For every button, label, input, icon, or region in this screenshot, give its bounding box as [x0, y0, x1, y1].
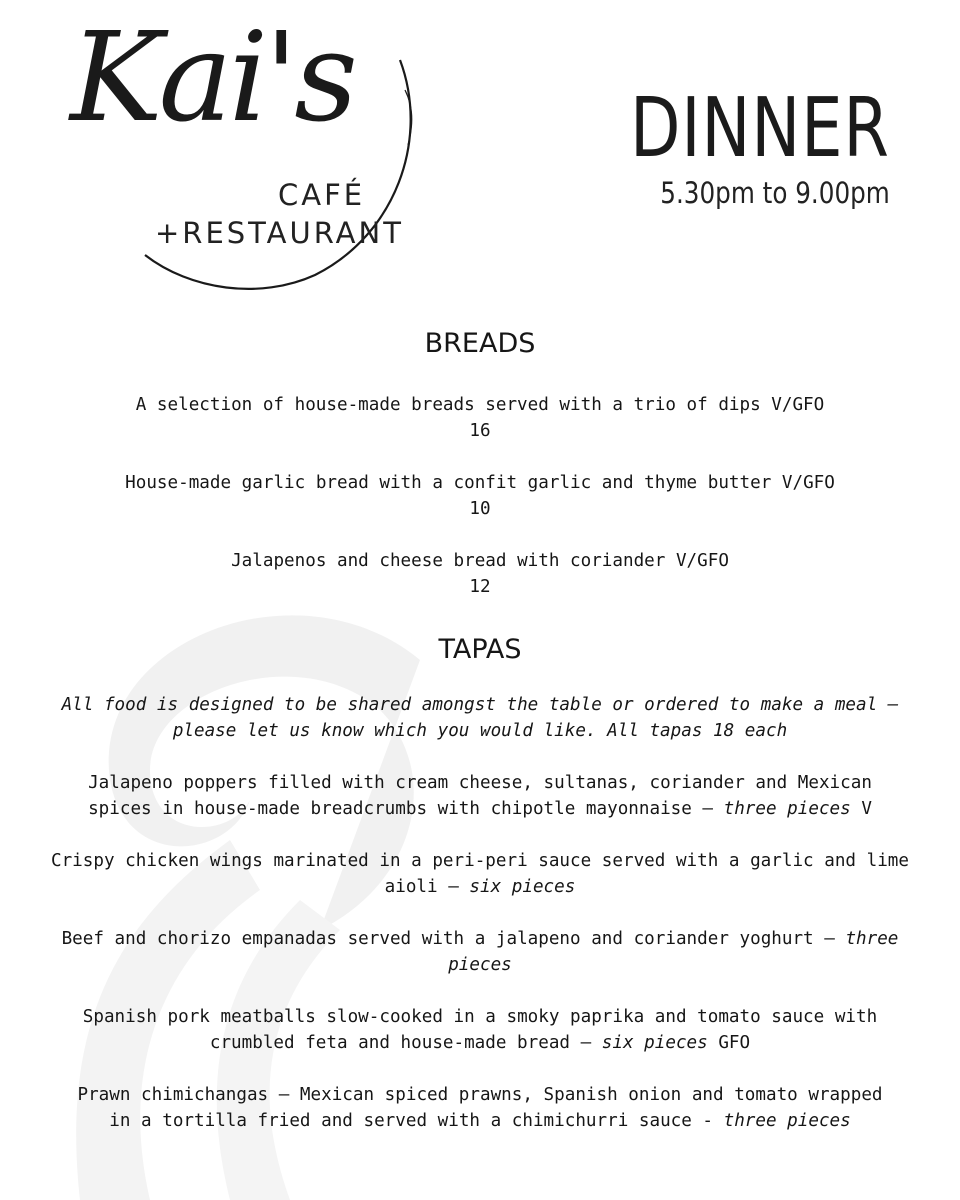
item-description-line [50, 796, 910, 822]
breads-section [0, 322, 960, 600]
item-description-line: pieces [448, 955, 512, 975]
item-text: spices in house-made breadcrumbs with chipotle mayonnaise – [88, 799, 724, 819]
logo-restaurant-text: +RESTAURANT [155, 216, 404, 250]
item-dietary-tag: V [850, 799, 872, 819]
item-description-line: Crispy chicken wings marinated in a peri-peri sauce served with a garlic and lime [51, 851, 909, 871]
tapas-intro-line: All food is designed to be shared amongst the table or ordered to make a meal – [61, 695, 899, 715]
item-portion: six pieces [469, 877, 576, 897]
menu-item [50, 926, 910, 978]
item-description-line [50, 1108, 910, 1134]
menu-header [565, 81, 890, 210]
item-dietary-tag: GFO [707, 1033, 751, 1053]
menu-item [50, 1004, 910, 1056]
item-description-line: Prawn chimichangas – Mexican spiced prawns, Spanish onion and tomato wrapped [77, 1085, 883, 1105]
item-description-line [50, 926, 910, 952]
logo-script-text: Kai's [70, 6, 354, 150]
service-hours: 5.30pm to 9.00pm [660, 176, 890, 210]
menu-item [50, 392, 910, 444]
item-price: 16 [469, 421, 491, 441]
logo-cafe-text: CAFÉ [278, 178, 366, 212]
item-description-line: Jalapeno poppers filled with cream cheese, sultanas, coriander and Mexican [88, 773, 872, 793]
tapas-intro-line: please let us know which you would like. All tapas 18 each [172, 721, 788, 741]
item-text: crumbled feta and house-made bread – [209, 1033, 602, 1053]
menu-item [50, 770, 910, 822]
section-title-breads: BREADS [424, 328, 536, 359]
item-portion: three pieces [723, 799, 851, 819]
item-portion: three [845, 929, 899, 949]
item-description-line [50, 874, 910, 900]
menu-item [50, 470, 910, 522]
item-description: Jalapenos and cheese bread with coriander V/GFO [231, 551, 729, 571]
item-portion: three pieces [723, 1111, 851, 1131]
item-description-line: Spanish pork meatballs slow-cooked in a smoky paprika and tomato sauce with [82, 1007, 878, 1027]
item-description-line [50, 1030, 910, 1056]
item-price: 12 [469, 577, 491, 597]
tapas-section [0, 628, 960, 1134]
menu-title: DINNER [630, 81, 890, 176]
menu-item [50, 848, 910, 900]
section-title-tapas: TAPAS [438, 634, 522, 665]
item-text: Beef and chorizo empanadas served with a jalapeno and coriander yoghurt – [61, 929, 846, 949]
item-price: 10 [469, 499, 491, 519]
item-text: aioli – [384, 877, 470, 897]
item-description: A selection of house-made breads served with a trio of dips V/GFO [135, 395, 825, 415]
menu-item [50, 1082, 910, 1134]
item-description: House-made garlic bread with a confit garlic and thyme butter V/GFO [125, 473, 835, 493]
menu-item [50, 548, 910, 600]
tapas-intro-note [50, 692, 910, 744]
menu-content [0, 322, 960, 1134]
restaurant-logo [60, 6, 430, 295]
item-portion: six pieces [601, 1033, 708, 1053]
item-text: in a tortilla fried and served with a chimichurri sauce - [109, 1111, 724, 1131]
